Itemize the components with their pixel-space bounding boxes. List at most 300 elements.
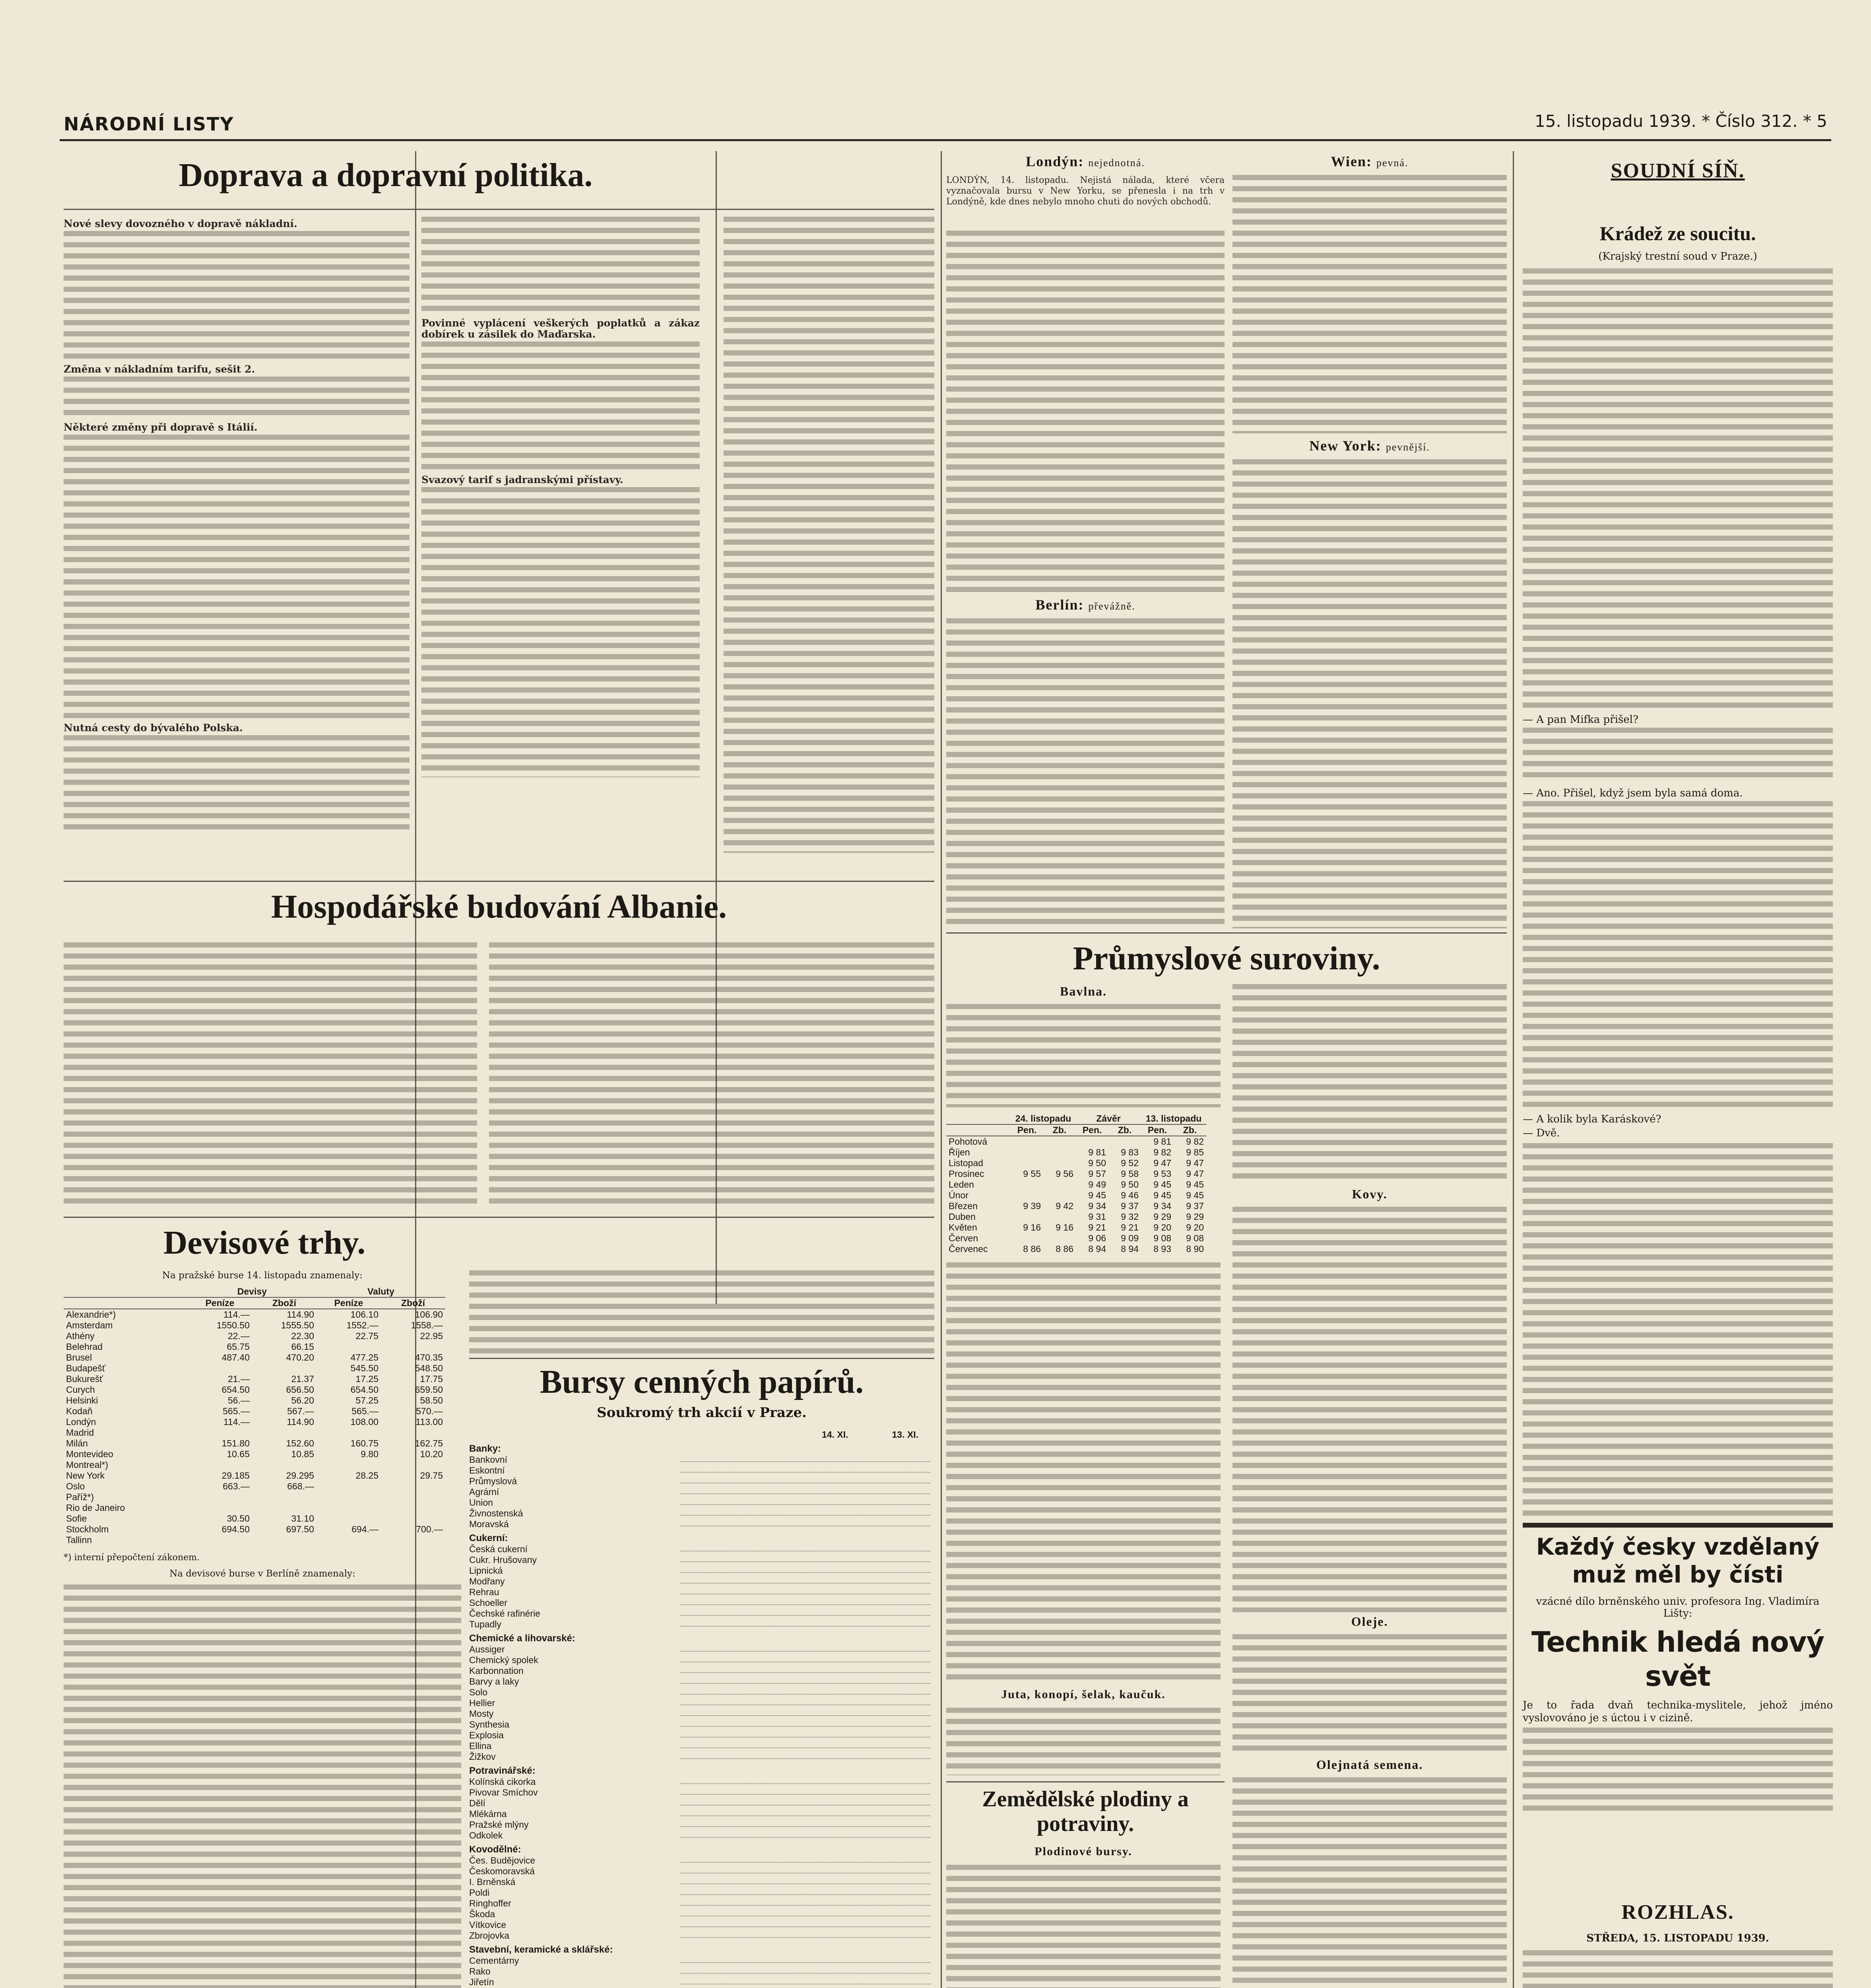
price-cell: 9 09 [1121, 1233, 1139, 1243]
stock-name: Rako [469, 1966, 491, 1976]
rate-cell: 654.50 [221, 1384, 250, 1395]
stock-group-title: Cukerní: [469, 1533, 508, 1543]
stock-row [469, 1555, 934, 1565]
currency-name-cell: Milán [66, 1438, 88, 1448]
rate-cell [188, 1460, 252, 1470]
stock-row [469, 1741, 934, 1751]
stock-row [469, 1655, 934, 1666]
stock-row [469, 1666, 934, 1676]
transport-col-1 [64, 217, 410, 835]
stock-row [469, 1544, 934, 1555]
stock-name: Poldi [469, 1887, 490, 1898]
rate-cell: 9.80 [361, 1449, 378, 1459]
rate-cell: 106.90 [415, 1309, 443, 1320]
text-lines [421, 217, 700, 316]
rate-cell: 659.50 [415, 1384, 443, 1395]
price-cell: 9 53 [1153, 1169, 1171, 1179]
price-cell: 9 56 [1056, 1169, 1073, 1179]
rate-cell: 663.— [223, 1481, 250, 1491]
table-header-group: Devisy [188, 1286, 316, 1297]
leader-dots [680, 1877, 930, 1884]
currency-berlin-caption: Na devisové burse v Berlíně znamenaly: [169, 1569, 355, 1579]
price-cell: 9 83 [1121, 1147, 1139, 1157]
currency-name-cell: Amsterdam [66, 1320, 113, 1330]
currency-name-cell: Montevideo [66, 1449, 113, 1459]
london-lines [946, 231, 1225, 592]
text-lines [421, 342, 700, 473]
stock-name: Zbrojovka [469, 1930, 509, 1941]
date-col-header: 14. XI. [822, 1429, 848, 1440]
berlin-title-text: Berlín: [1035, 597, 1084, 613]
rate-cell: 668.— [287, 1481, 314, 1491]
price-cell: 9 82 [1186, 1136, 1204, 1147]
divider [64, 881, 934, 882]
rate-cell [316, 1342, 381, 1352]
price-cell: 9 08 [1186, 1233, 1204, 1243]
price-cell [1108, 1136, 1141, 1147]
leader-dots [680, 1619, 930, 1627]
kovy-lines [1232, 1207, 1507, 1612]
court-quote: — Ano. Přišel, když jsem byla samá doma. [1523, 787, 1743, 799]
technik-ad-caption: vzácné dílo brněnského univ. profesora Ing. Vladimíra Lišty: [1536, 1596, 1820, 1619]
date-col-header: 13. XI. [892, 1429, 918, 1440]
rate-cell: 567.— [287, 1406, 314, 1416]
stock-name: Eskontní [469, 1465, 505, 1475]
rate-cell: 17.75 [420, 1374, 443, 1384]
rate-cell: 22.75 [355, 1331, 378, 1341]
court-section-title: SOUDNÍ SÍŇ. [1611, 159, 1745, 182]
rate-cell: 57.25 [355, 1395, 378, 1406]
rate-cell [188, 1492, 252, 1503]
rate-cell: 22.30 [291, 1331, 314, 1341]
rate-cell: 114.90 [287, 1417, 314, 1427]
leader-dots [680, 1898, 930, 1906]
price-cell: 9 32 [1121, 1211, 1139, 1222]
price-cell: 8 86 [1023, 1244, 1041, 1254]
rate-cell: 151.80 [221, 1438, 250, 1448]
rate-cell: 697.50 [286, 1524, 314, 1534]
table-row [946, 1201, 1206, 1211]
table-row [946, 1158, 1206, 1169]
price-cell: 9 08 [1153, 1233, 1171, 1243]
leader-dots [680, 1955, 930, 1963]
rate-cell: 694.50 [221, 1524, 250, 1534]
leader-dots [680, 1587, 930, 1594]
stock-name: Lipnická [469, 1565, 503, 1576]
month-cell: Březen [949, 1201, 978, 1211]
column-divider [1513, 151, 1514, 1988]
rate-cell: 565.— [223, 1406, 250, 1416]
technik-ad-title: Technik hledá nový svět [1531, 1626, 1824, 1693]
london-title-text: Londýn: [1026, 153, 1084, 169]
price-cell [1011, 1136, 1043, 1147]
stock-name: Ringhoffer [469, 1898, 511, 1908]
leader-dots [680, 1787, 930, 1795]
table-row [64, 1374, 445, 1384]
month-cell: Listopad [949, 1158, 983, 1168]
transport-lead-title: Změna v nákladním tarifu, sešit 2. [64, 363, 255, 375]
stock-row [469, 1644, 934, 1655]
leader-dots [680, 1666, 930, 1673]
price-cell: 8 93 [1153, 1244, 1171, 1254]
stock-name: Odkolek [469, 1830, 503, 1840]
jute-title: Juta, konopí, šelak, kaučuk. [1001, 1688, 1166, 1701]
rate-cell: 58.50 [420, 1395, 443, 1406]
text-lines [421, 487, 700, 777]
currency-name-cell: Paříž*) [66, 1492, 94, 1502]
rate-cell [252, 1427, 316, 1438]
table-row [64, 1320, 445, 1331]
price-cell: 9 57 [1088, 1169, 1106, 1179]
court-quote: — A pan Mifka přišel? [1523, 714, 1638, 726]
cotton-lines [946, 1004, 1221, 1107]
vienna-lines [1232, 175, 1507, 433]
text-lines [64, 231, 410, 362]
leader-dots [680, 1909, 930, 1916]
price-cell: 9 55 [1023, 1169, 1041, 1179]
rate-cell [381, 1460, 445, 1470]
price-cell: 9 45 [1153, 1190, 1171, 1200]
newyork-title-note: pevnější. [1386, 441, 1430, 453]
stock-row [469, 1877, 934, 1887]
rate-cell: 31.10 [291, 1513, 314, 1524]
stock-name: Průmyslová [469, 1476, 517, 1486]
table-header [946, 1113, 1011, 1124]
transport-lead-title: Svazový tarif s jadranskými přístavy. [421, 474, 623, 485]
table-row [64, 1470, 445, 1481]
rate-cell [252, 1503, 316, 1513]
oilseeds-lines [1232, 1777, 1507, 1988]
rate-cell: 570.— [416, 1406, 443, 1416]
newyork-title [1232, 437, 1507, 454]
stock-group-title: Kovodělné: [469, 1844, 521, 1855]
price-cell [1043, 1136, 1076, 1147]
leader-dots [680, 1676, 930, 1684]
currency-name-cell: Alexandrie*) [66, 1309, 116, 1320]
stock-row [469, 1687, 934, 1698]
newyork-lines [1232, 459, 1507, 928]
price-cell: 9 82 [1153, 1147, 1171, 1157]
stock-name: Pražské mlýny [469, 1819, 529, 1830]
rate-cell: 65.75 [227, 1342, 250, 1352]
rate-cell: 548.50 [415, 1363, 443, 1373]
transport-lead-title: Nové slevy dovozného v dopravě nákladní. [64, 218, 297, 229]
stock-row [469, 1676, 934, 1687]
table-row [64, 1406, 445, 1417]
stock-row [469, 1487, 934, 1497]
albania-text-lines [489, 942, 934, 1209]
currency-name-cell: Madrid [66, 1427, 94, 1438]
price-cell: 9 42 [1056, 1201, 1073, 1211]
table-row [64, 1481, 445, 1492]
price-cell: 9 21 [1088, 1222, 1106, 1233]
leader-dots [680, 1708, 930, 1716]
month-cell: Červen [949, 1233, 978, 1243]
table-row [64, 1427, 445, 1438]
leader-dots [680, 1887, 930, 1895]
divider [64, 209, 934, 210]
jute-lines [946, 1708, 1221, 1775]
text-lines [64, 377, 410, 420]
price-cell: 9 52 [1121, 1158, 1139, 1168]
leader-dots [680, 1809, 930, 1816]
stock-row [469, 1598, 934, 1608]
radio-section-title: ROZHLAS. [1621, 1901, 1734, 1924]
rate-cell: 1555.50 [281, 1320, 314, 1330]
stock-row [469, 1730, 934, 1741]
table-row [946, 1136, 1206, 1147]
stock-name: Kolínská cikorka [469, 1776, 536, 1787]
rate-cell: 10.65 [227, 1449, 250, 1459]
divider [64, 1217, 934, 1218]
rate-cell: 29.75 [420, 1470, 443, 1481]
rate-cell: 654.50 [350, 1384, 378, 1395]
price-cell: 9 85 [1186, 1147, 1204, 1157]
table-row [64, 1309, 445, 1320]
stock-name: Škoda [469, 1909, 495, 1919]
london-title-note: nejednotná. [1088, 157, 1145, 169]
rate-cell [316, 1503, 381, 1513]
leader-dots [680, 1608, 930, 1616]
stock-row [469, 1476, 934, 1487]
currency-name-cell: Rio de Janeiro [66, 1503, 125, 1513]
stock-row [469, 1798, 934, 1809]
leader-dots [680, 1977, 930, 1984]
court-quote: — A kolik byla Karáskové? [1523, 1113, 1661, 1125]
leader-dots [680, 1598, 930, 1605]
leader-dots [680, 1497, 930, 1505]
price-cell: 9 16 [1056, 1222, 1073, 1233]
table-header: Závěr [1076, 1113, 1141, 1124]
court-sub: (Krajský trestní soud v Praze.) [1598, 250, 1757, 262]
rate-cell [381, 1342, 445, 1352]
leader-dots [680, 1644, 930, 1652]
stock-name: Mlékárna [469, 1809, 507, 1819]
court-lines [1523, 268, 1833, 710]
rate-cell: 113.00 [415, 1417, 443, 1427]
stock-table-wrap [469, 1429, 934, 1988]
stock-name: Dělí [469, 1798, 485, 1808]
table-row [946, 1244, 1206, 1254]
rate-cell: 66.15 [291, 1342, 314, 1352]
kovy-title: Kovy. [1352, 1187, 1388, 1201]
bursy-headline: Bursy cenných papírů. [540, 1363, 864, 1400]
rate-cell [381, 1427, 445, 1438]
transport-headline: Doprava a dopravní politika. [179, 157, 593, 194]
price-cell: 9 29 [1153, 1211, 1171, 1222]
currency-name-cell: Brusel [66, 1352, 92, 1363]
stock-row [469, 1698, 934, 1708]
stock-row [469, 1819, 934, 1830]
stock-row [469, 1619, 934, 1630]
newyork-title-text: New York: [1309, 438, 1382, 454]
rate-cell: 108.00 [350, 1417, 378, 1427]
leader-dots [680, 1920, 930, 1927]
price-cell: 9 58 [1121, 1169, 1139, 1179]
rate-cell: 21.— [228, 1374, 250, 1384]
rate-cell [381, 1481, 445, 1492]
currency-name-cell: Sofie [66, 1513, 87, 1524]
divider [946, 932, 1507, 934]
table-header: Pen. [1141, 1124, 1174, 1136]
agri-headline: Zemědělské plodiny a potraviny. [982, 1787, 1189, 1836]
price-cell [1011, 1211, 1043, 1222]
stock-row [469, 1930, 934, 1941]
price-cell: 9 47 [1186, 1169, 1204, 1179]
oilseeds-title: Olejnatá semena. [1316, 1757, 1423, 1772]
table-row [64, 1535, 445, 1545]
stock-name: Aussiger [469, 1644, 505, 1654]
rate-cell [381, 1503, 445, 1513]
price-cell: 9 37 [1186, 1201, 1204, 1211]
radio-date: STŘEDA, 15. LISTOPADU 1939. [1586, 1932, 1769, 1944]
currency-table-wrap [64, 1286, 445, 1545]
stock-row [469, 1719, 934, 1730]
price-cell [1043, 1211, 1076, 1222]
rate-cell: 545.50 [350, 1363, 378, 1373]
stock-row [469, 1576, 934, 1587]
price-cell: 9 20 [1153, 1222, 1171, 1233]
leader-dots [680, 1655, 930, 1662]
stock-name: Schoeller [469, 1598, 507, 1608]
stock-name: Jiřetín [469, 1977, 494, 1987]
price-cell [1011, 1147, 1043, 1158]
currency-name-cell: Belehrad [66, 1342, 103, 1352]
price-cell: 9 81 [1153, 1136, 1171, 1147]
price-cell: 8 94 [1088, 1244, 1106, 1254]
leader-dots [680, 1544, 930, 1551]
court-quote: — Dvě. [1523, 1127, 1560, 1139]
stock-row [469, 1776, 934, 1787]
rate-cell [316, 1460, 381, 1470]
rate-cell: 22.— [228, 1331, 250, 1341]
table-header: Zb. [1043, 1124, 1076, 1136]
price-cell [1076, 1136, 1108, 1147]
price-cell: 9 45 [1153, 1179, 1171, 1190]
rate-cell [316, 1492, 381, 1503]
stock-name: Synthesia [469, 1719, 510, 1730]
transport-col-3 [724, 217, 934, 853]
leader-dots [680, 1454, 930, 1462]
agri-lines [946, 1865, 1221, 1988]
table-row [946, 1233, 1206, 1244]
stock-name: Hellier [469, 1698, 495, 1708]
table-row [946, 1179, 1206, 1190]
price-cell: 9 47 [1186, 1158, 1204, 1168]
table-row [64, 1438, 445, 1449]
stock-name: Česká cukerní [469, 1544, 528, 1554]
currency-name-cell: Kodaň [66, 1406, 93, 1416]
rate-cell [316, 1427, 381, 1438]
stock-row [469, 1809, 934, 1819]
london-body: LONDÝN, 14. listopadu. Nejistá nálada, které včera vyznačovala bursu v New Yorku, se přenesla i na trh v Londýně, kde dnes nebylo mnoho chuti do nových obchodů. [946, 175, 1225, 207]
table-header: Peníze [188, 1297, 252, 1309]
rate-cell: 56.— [228, 1395, 250, 1406]
vienna-title-note: pevná. [1376, 157, 1409, 169]
table-header-group: Valuty [316, 1286, 445, 1297]
quotes-lines [469, 1270, 934, 1354]
court-lines [1523, 728, 1833, 783]
stock-name: Modřany [469, 1576, 505, 1586]
cotton-table [946, 1113, 1206, 1254]
masthead-rule [60, 139, 1831, 141]
leader-dots [680, 1730, 930, 1738]
table-row [64, 1342, 445, 1352]
leader-dots [680, 1508, 930, 1516]
rate-cell: 470.35 [415, 1352, 443, 1363]
stock-row [469, 1565, 934, 1576]
court-headline: Krádež ze soucitu. [1599, 222, 1756, 245]
rate-cell: 656.50 [286, 1384, 314, 1395]
currency-headline: Devisové trhy. [163, 1224, 366, 1261]
leader-dots [680, 1819, 930, 1827]
cotton-table-wrap [946, 1113, 1206, 1254]
price-cell: 9 47 [1153, 1158, 1171, 1168]
table-header [64, 1297, 188, 1309]
table-header: Zboží [381, 1297, 445, 1309]
vienna-title [1232, 153, 1507, 170]
table-row [946, 1190, 1206, 1201]
rate-cell: 17.25 [355, 1374, 378, 1384]
radio-program-lines [1523, 1950, 1833, 1988]
table-header [946, 1124, 1011, 1136]
stock-row [469, 1608, 934, 1619]
rate-cell: 28.25 [355, 1470, 378, 1481]
stock-row [469, 1855, 934, 1866]
court-lines [1523, 1143, 1833, 1517]
technik-ad-lines [1523, 1728, 1833, 1811]
leader-dots [680, 1576, 930, 1584]
rate-cell [316, 1481, 381, 1492]
stock-row [469, 1587, 934, 1598]
berlin-rates-lines [64, 1584, 461, 1988]
rate-cell [316, 1535, 381, 1545]
leader-dots [680, 1719, 930, 1727]
currency-name-cell: Athény [66, 1331, 95, 1341]
stock-row [469, 1708, 934, 1719]
berlin-title-note: převážně. [1088, 600, 1135, 612]
table-header: Pen. [1011, 1124, 1043, 1136]
stock-name: Žižkov [469, 1751, 496, 1762]
stock-name: Rehrau [469, 1587, 499, 1597]
rate-cell: 152.60 [286, 1438, 314, 1448]
stock-row [469, 1887, 934, 1898]
price-cell: 9 46 [1121, 1190, 1139, 1200]
price-cell: 9 45 [1186, 1190, 1204, 1200]
price-cell [1011, 1233, 1043, 1244]
table-row [64, 1492, 445, 1503]
month-cell: Duben [949, 1211, 976, 1222]
rate-cell: 1550.50 [216, 1320, 250, 1330]
table-row [946, 1147, 1206, 1158]
price-cell: 9 34 [1088, 1201, 1106, 1211]
table-header: Zb. [1174, 1124, 1206, 1136]
month-cell: Pohotová [949, 1136, 988, 1147]
leader-dots [680, 1930, 930, 1938]
rate-cell: 29.185 [221, 1470, 250, 1481]
technik-ad-body: Je to řada dvaň technika-myslitele, jehož jméno vyslovováno je s úctou i v cizině. [1523, 1699, 1833, 1724]
leader-dots [680, 1966, 930, 1974]
transport-lead-title: Povinné vyplácení veškerých poplatků a zákaz dobírek u zásilek do Maďarska. [421, 317, 700, 340]
leader-dots [680, 1741, 930, 1748]
stock-row [469, 1920, 934, 1930]
table-row [64, 1513, 445, 1524]
table-header: 13. listopadu [1141, 1113, 1206, 1124]
stock-row [469, 1465, 934, 1476]
text-lines [64, 435, 410, 721]
currency-name-cell: Helsinki [66, 1395, 98, 1406]
rate-cell: 56.20 [291, 1395, 314, 1406]
